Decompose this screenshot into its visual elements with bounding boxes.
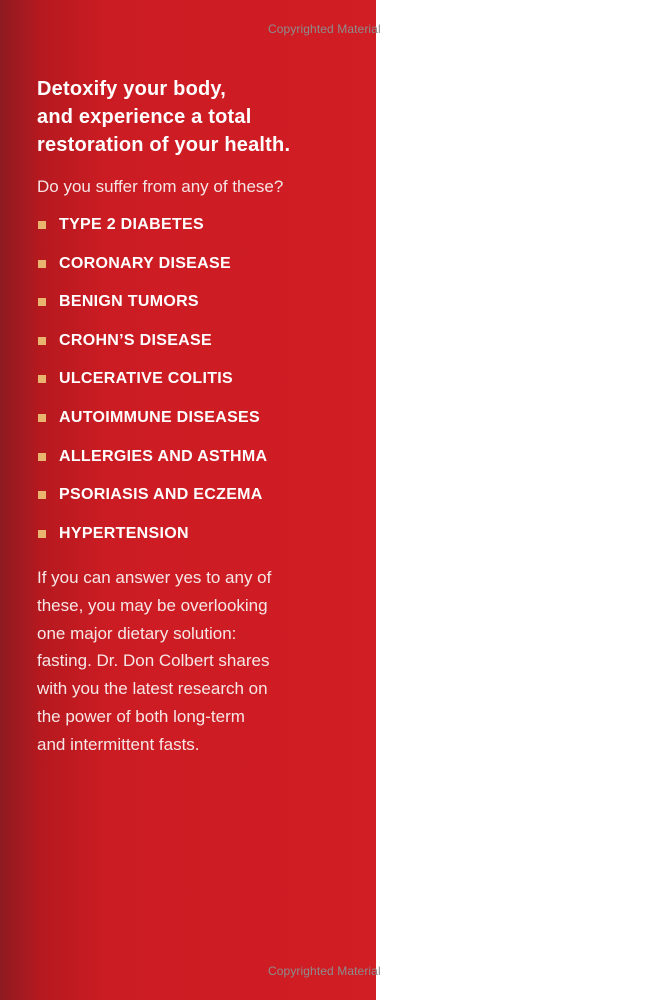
description-line: fasting. Dr. Don Colbert shares (37, 651, 270, 671)
square-bullet-icon (38, 530, 46, 538)
condition-item (37, 446, 267, 485)
condition-item (37, 214, 267, 253)
headline-line: and experience a total (37, 106, 252, 128)
condition-label: TYPE 2 DIABETES (59, 216, 204, 233)
condition-label: ALLERGIES AND ASTHMA (59, 447, 268, 465)
condition-item (37, 253, 267, 292)
description-line: and intermittent fasts. (37, 734, 200, 754)
square-bullet-icon (38, 260, 46, 268)
condition-item (37, 407, 267, 446)
description-paragraph (37, 564, 357, 759)
square-bullet-icon (38, 414, 46, 422)
description-line: If you can answer yes to any of (37, 568, 272, 587)
square-bullet-icon (38, 221, 46, 229)
description-line: one major dietary solution: (37, 623, 237, 643)
description-line: the power of both long-term (37, 706, 245, 726)
question-text: Do you suffer from any of these? (37, 177, 284, 196)
condition-label: CORONARY DISEASE (59, 254, 231, 272)
blank-white-area (376, 0, 667, 1000)
square-bullet-icon (38, 375, 46, 383)
headline-line: restoration of your health. (37, 134, 291, 156)
headline-line: Detoxify your body, (37, 78, 227, 100)
condition-label: CROHN’S DISEASE (59, 331, 212, 349)
condition-label: BENIGN TUMORS (59, 293, 199, 311)
square-bullet-icon (38, 298, 46, 306)
square-bullet-icon (38, 453, 46, 461)
condition-label: HYPERTENSION (59, 524, 189, 542)
condition-item (37, 523, 267, 562)
condition-item (37, 484, 267, 523)
description-line: these, you may be overlooking (37, 595, 268, 615)
condition-item (37, 368, 267, 407)
description-line: with you the latest research on (37, 679, 268, 699)
condition-item (37, 330, 267, 369)
copyright-watermark-top: Copyrighted Material (268, 22, 381, 36)
condition-label: PSORIASIS AND ECZEMA (59, 486, 263, 504)
condition-label: ULCERATIVE COLITIS (59, 370, 233, 388)
condition-item (37, 291, 267, 330)
condition-label: AUTOIMMUNE DISEASES (59, 408, 260, 426)
headline (37, 75, 367, 159)
copyright-watermark-bottom: Copyrighted Material (268, 964, 381, 978)
square-bullet-icon (38, 337, 46, 345)
square-bullet-icon (38, 491, 46, 499)
conditions-list (37, 214, 267, 561)
